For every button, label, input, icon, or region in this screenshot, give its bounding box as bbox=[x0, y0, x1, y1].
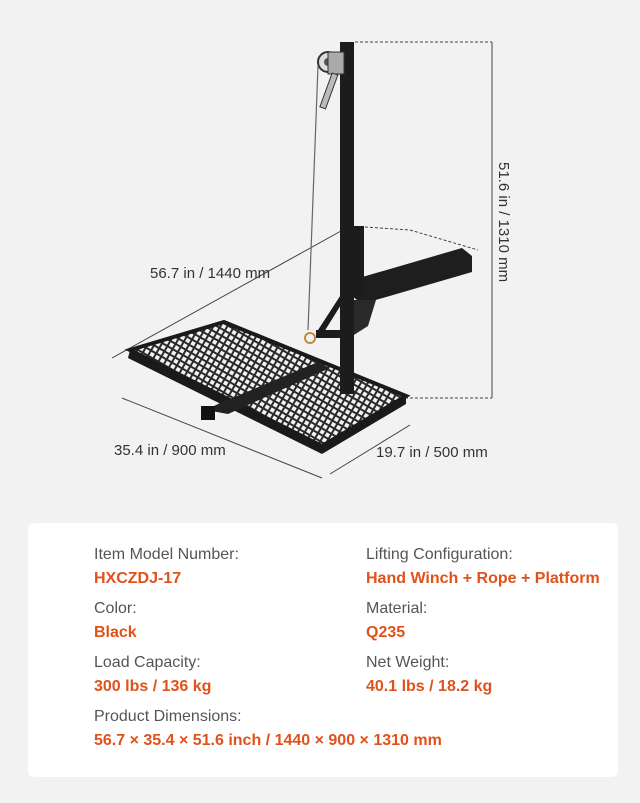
spec-card bbox=[28, 523, 618, 777]
spec-label: Material: bbox=[366, 600, 428, 617]
spec-value: 56.7 × 35.4 × 51.6 inch / 1440 × 900 × 1310 mm bbox=[94, 732, 442, 749]
spec-product-dimensions bbox=[94, 707, 442, 751]
spec-value: 40.1 lbs / 18.2 kg bbox=[366, 678, 493, 695]
rope bbox=[308, 66, 318, 330]
spec-value: HXCZDJ-17 bbox=[94, 570, 182, 587]
platform-basket bbox=[128, 322, 406, 454]
spec-load-capacity bbox=[94, 653, 211, 697]
depth-dimension-label: 19.7 in / 500 mm bbox=[376, 444, 488, 461]
spec-material bbox=[366, 599, 427, 643]
spec-label: Color: bbox=[94, 600, 137, 617]
spec-color bbox=[94, 599, 137, 643]
hook bbox=[305, 333, 315, 343]
spec-value: Hand Winch + Rope + Platform bbox=[366, 570, 600, 587]
spec-label: Lifting Configuration: bbox=[366, 546, 513, 563]
spec-net-weight bbox=[366, 653, 492, 697]
spec-label: Item Model Number: bbox=[94, 546, 239, 563]
spec-label: Load Capacity: bbox=[94, 654, 201, 671]
height-dimension-label: 51.6 in / 1310 mm bbox=[495, 162, 512, 283]
spec-label: Net Weight: bbox=[366, 654, 450, 671]
spec-value: Q235 bbox=[366, 624, 406, 641]
spec-value: Black bbox=[94, 624, 137, 641]
hitch-arm bbox=[346, 248, 472, 340]
spec-label: Product Dimensions: bbox=[94, 708, 242, 725]
width-dimension-label: 35.4 in / 900 mm bbox=[114, 442, 226, 459]
length-dimension-label: 56.7 in / 1440 mm bbox=[150, 265, 271, 282]
spec-model bbox=[94, 545, 239, 589]
spec-lifting-configuration bbox=[366, 545, 600, 589]
mast bbox=[316, 42, 364, 394]
spec-value: 300 lbs / 136 kg bbox=[94, 678, 212, 695]
